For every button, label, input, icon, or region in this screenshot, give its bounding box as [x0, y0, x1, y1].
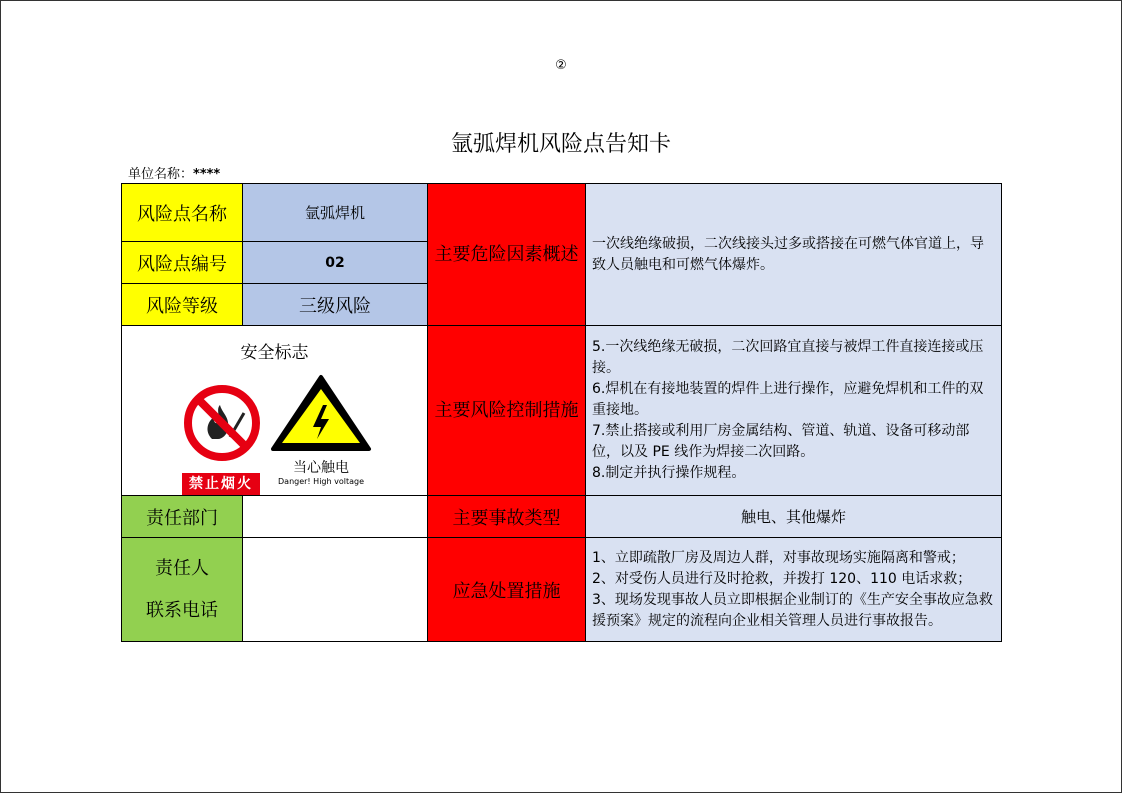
emergency-label: 应急处置措施: [428, 538, 586, 642]
control-measures: [586, 326, 1002, 496]
risk-no-value: 02: [243, 242, 428, 284]
risk-level-label: 风险等级: [122, 284, 243, 326]
safety-signs-cell: [122, 326, 428, 496]
page-number: ②: [555, 58, 567, 73]
safety-signs-label: 安全标志: [240, 343, 309, 363]
person-label: 责任人: [155, 557, 209, 579]
control-item: 6.焊机在有接地装置的焊件上进行操作，应避免焊机和工件的双重接地。: [592, 381, 984, 418]
risk-no-label: 风险点编号: [122, 242, 243, 284]
dept-label: 责任部门: [122, 496, 243, 538]
control-item: 5.一次线绝缘无破损，二次回路宜直接与被焊工件直接连接或压接。: [592, 339, 984, 376]
emergency-item: 1、立即疏散厂房及周边人群，对事故现场实施隔离和警戒；: [592, 549, 965, 566]
shock-label-cn: 当心触电: [293, 460, 349, 476]
unit-value: ****: [193, 167, 221, 182]
unit-line: [128, 163, 220, 182]
risk-name-label: 风险点名称: [122, 184, 243, 242]
safety-signs: [122, 363, 427, 493]
risk-card-table: [121, 183, 1002, 642]
person-value: [243, 538, 428, 642]
phone-label: 联系电话: [146, 599, 218, 621]
person-phone-cell: [122, 538, 243, 642]
high-voltage-icon: [265, 373, 377, 453]
no-smoking-label: 禁止烟火: [182, 473, 260, 495]
risk-level-value: 三级风险: [243, 284, 428, 326]
no-smoking-sign: [182, 383, 262, 495]
shock-label-en: Danger! High voltage: [278, 477, 364, 486]
emergency-item: 2、对受伤人员进行及时抢救，并拨打 120、110 电话求救；: [592, 570, 972, 587]
risk-name-value: 氩弧焊机: [243, 184, 428, 242]
unit-label: 单位名称：: [128, 167, 194, 182]
hazard-label: 主要危险因素概述: [428, 184, 586, 326]
accident-value: 触电、其他爆炸: [586, 496, 1002, 538]
no-fire-icon: [182, 383, 262, 463]
hazard-text: 一次线绝缘破损，二次线接头过多或搭接在可燃气体官道上，导致人员触电和可燃气体爆炸。: [586, 184, 1002, 326]
emergency-item: 3、现场发现事故人员立即根据企业制订的《生产安全事故应急救援预案》规定的流程向企业相关管理人员进行事故报告。: [592, 591, 993, 629]
page-title: 氩弧焊机风险点告知卡: [450, 132, 671, 157]
control-item: 8.制定并执行操作规程。: [592, 465, 746, 481]
dept-value: [243, 496, 428, 538]
accident-label: 主要事故类型: [428, 496, 586, 538]
electric-shock-sign: [265, 373, 377, 485]
emergency-measures: [586, 538, 1002, 642]
control-label: 主要风险控制措施: [428, 326, 586, 496]
control-item: 7.禁止搭接或利用厂房金属结构、管道、轨道、设备可移动部位，以及 PE 线作为焊接二次回路。: [592, 423, 970, 460]
